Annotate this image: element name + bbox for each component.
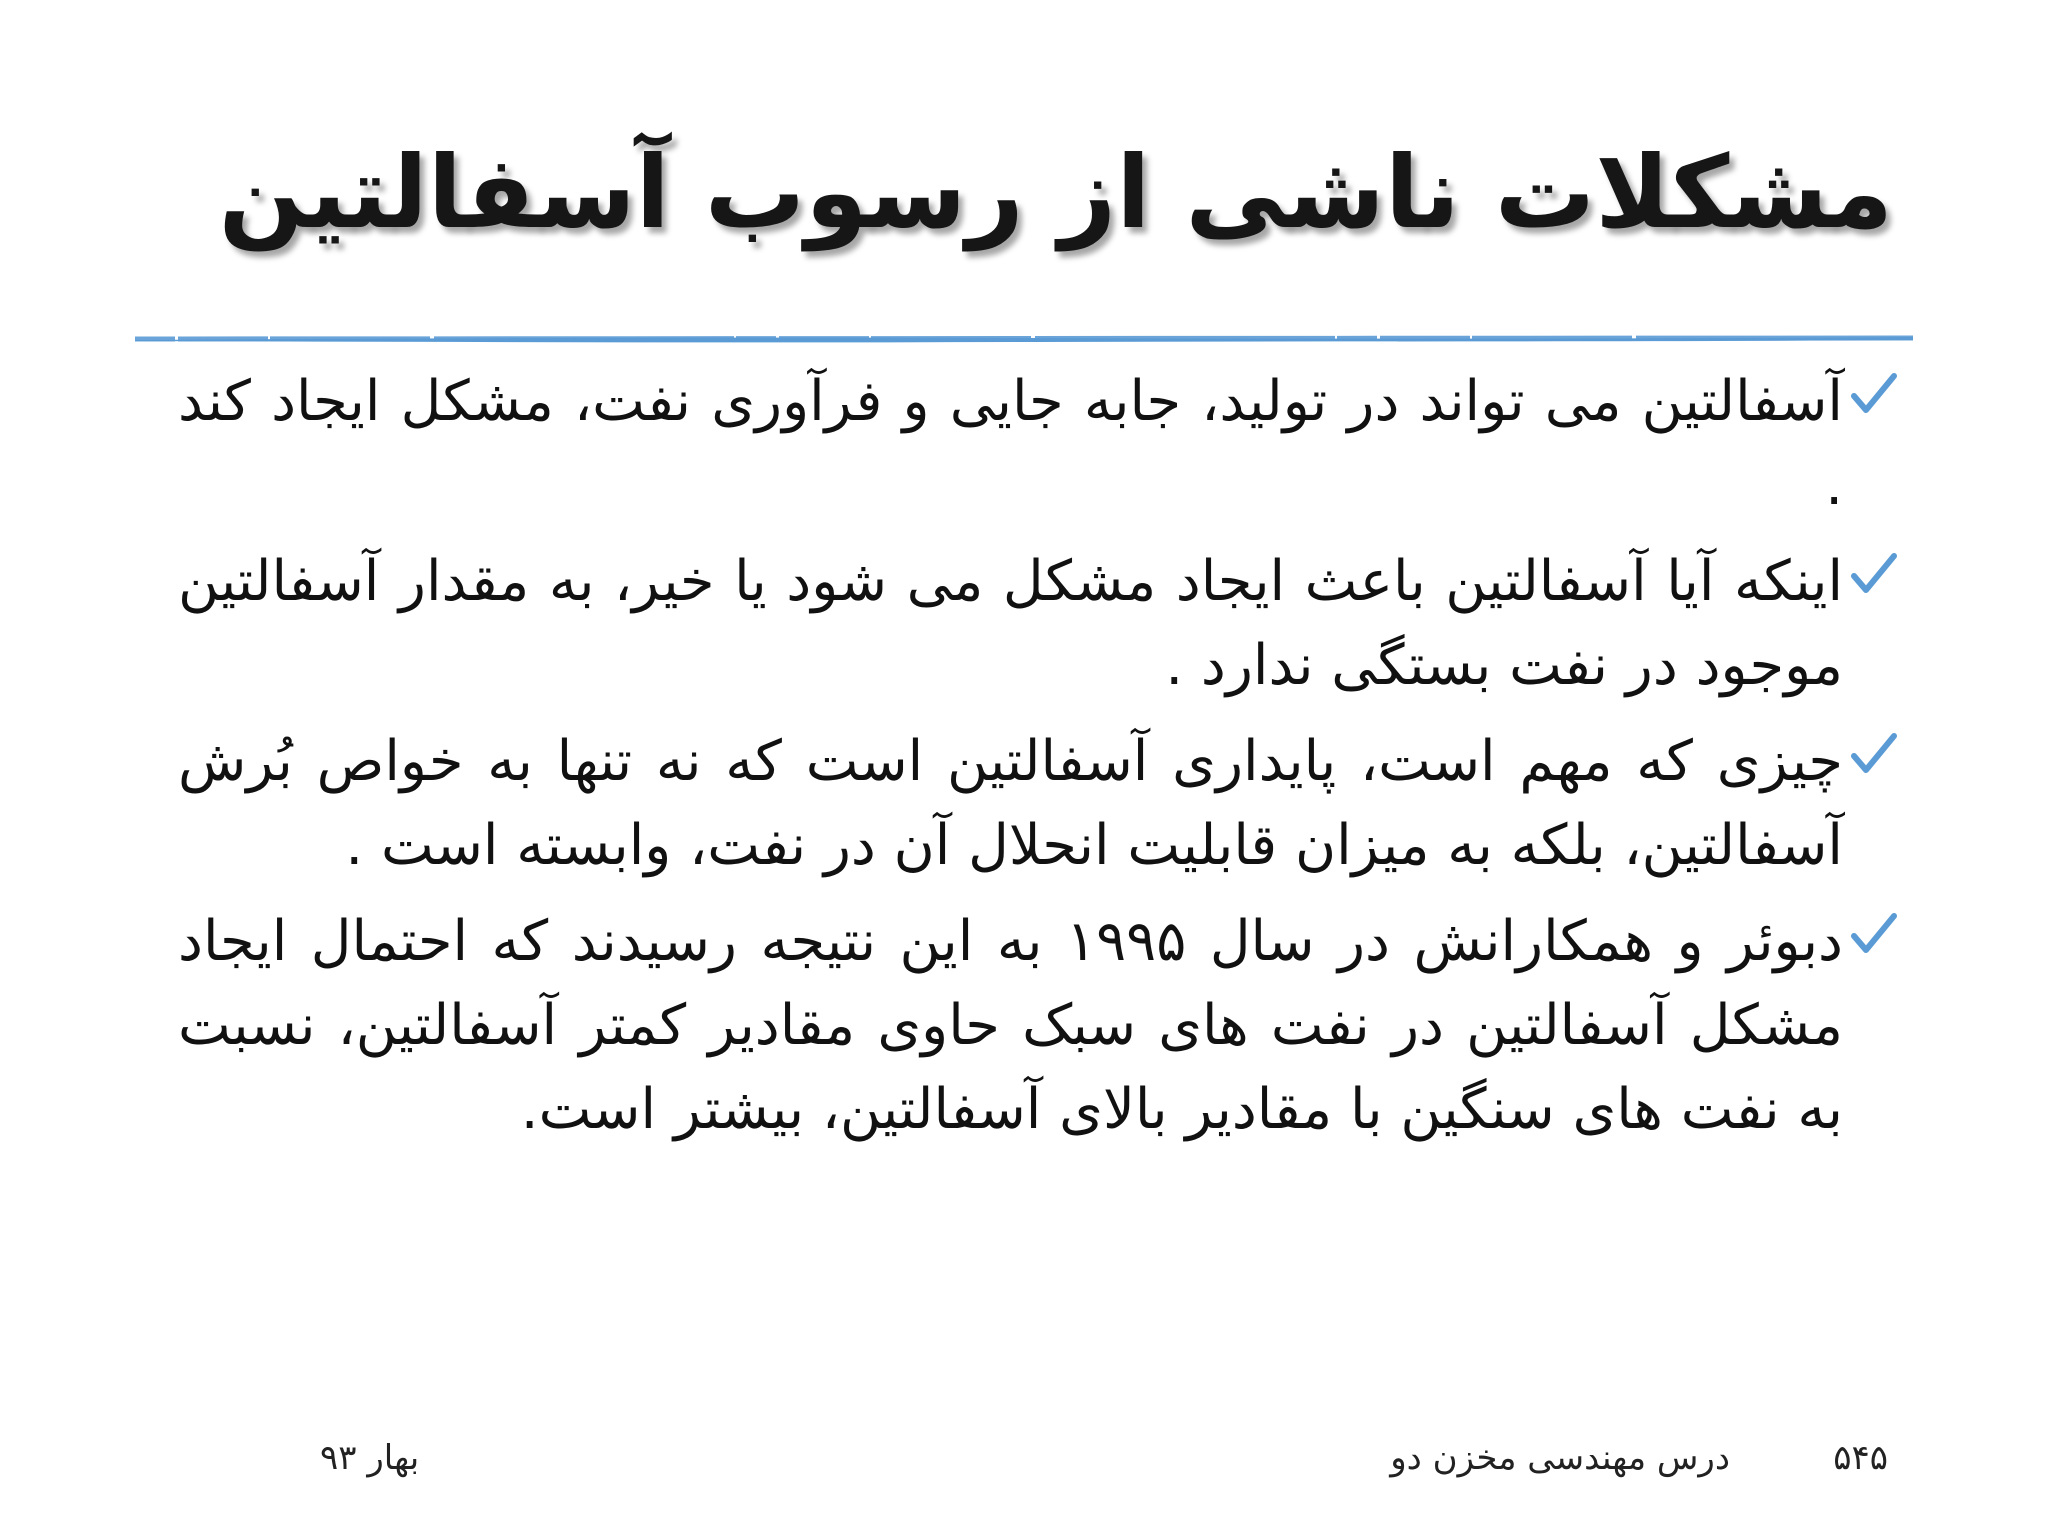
bullet-text: آسفالتین می تواند در تولید، جابه جایی و فرآوری نفت، مشکل ایجاد کند . <box>178 369 1843 518</box>
bullet-text: دبوئر و همکارانش در سال ۱۹۹۵ به این نتیجه رسیدند که احتمال ایجاد مشکل آسفالتین در نفت های سبک حاوی مقادیر کمتر آسفالتین، نسبت به نفت های سنگین با مقادیر بالای آسفالتین، بیشتر است. <box>178 909 1843 1142</box>
bullet-item <box>178 360 1898 528</box>
check-icon <box>1850 370 1898 418</box>
page-number: ۵۴۵ <box>1833 1438 1888 1478</box>
title-divider <box>135 334 1913 344</box>
bullet-item <box>178 720 1898 888</box>
bullet-list <box>178 360 1898 1164</box>
bullet-text: اینکه آیا آسفالتین باعث ایجاد مشکل می شود یا خیر، به مقدار آسفالتین موجود در نفت بستگی ندارد . <box>178 549 1843 698</box>
semester-label: بهار ۹۳ <box>320 1438 420 1478</box>
slide-title: مشکلات ناشی از رسوب آسفالتین <box>218 134 1893 251</box>
check-icon <box>1850 730 1898 778</box>
bullet-item <box>178 540 1898 708</box>
bullet-text: چیزی که مهم است، پایداری آسفالتین است که نه تنها به خواص بُرش آسفالتین، بلکه به میزان قابلیت انحلال آن در نفت، وابسته است . <box>178 729 1843 878</box>
bullet-item <box>178 900 1898 1152</box>
course-name: درس مهندسی مخزن دو <box>1390 1438 1730 1478</box>
check-icon <box>1850 910 1898 958</box>
check-icon <box>1850 550 1898 598</box>
